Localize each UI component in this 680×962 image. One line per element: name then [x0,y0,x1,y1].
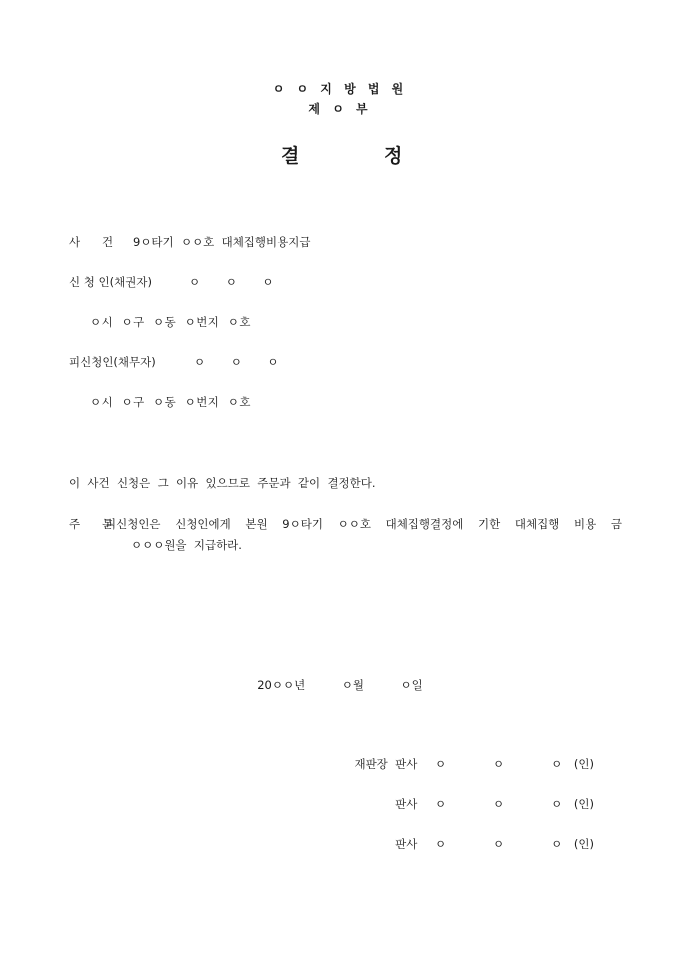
judge-role: 판사 [395,837,418,851]
order-text-line1: 피신청인은 신청인에게 본원 9ㅇ타기 ㅇㅇ호 대체집행결정에 기한 대체집행 비용 금 [105,517,622,531]
judge-seal: (인) [573,837,594,851]
order-text-line2: ㅇㅇㅇ원을 지급하라. [131,538,242,552]
judge-name: ㅇ ㅇ ㅇ [434,797,563,811]
judge-seal: (인) [573,797,594,811]
order-label: 주 문 [69,517,114,531]
case-label: 사 건 [69,235,114,249]
applicant-name: ㅇ ㅇ ㅇ [189,275,274,289]
judge-role: 판사 [395,797,418,811]
document-title-left: 결 [281,145,300,167]
respondent-label: 피신청인(채무자) [69,355,156,369]
judge-name: ㅇ ㅇ ㅇ [434,837,563,851]
judge-row-presiding [354,756,594,772]
case-value: 9ㅇ타기 ㅇㅇ호 대체집행비용지급 [133,235,311,249]
respondent-address: ㅇ시 ㅇ구 ㅇ동 ㅇ번지 ㅇ호 [90,395,251,409]
respondent-name: ㅇ ㅇ ㅇ [194,355,279,369]
court-name: ㅇ ㅇ 지 방 법 원 [272,82,408,96]
judge-seal: (인) [573,757,594,771]
judge-row-associate-2 [395,836,594,852]
judge-name: ㅇ ㅇ ㅇ [434,757,563,771]
judge-row-associate-1 [395,796,594,812]
document-title-right: 정 [384,145,403,167]
applicant-label: 신 청 인(채권자) [69,275,152,289]
judge-role: 재판장 판사 [354,757,418,771]
decision-date: 20ㅇㅇ년 ㅇ월 ㅇ일 [257,678,423,692]
decision-statement: 이 사건 신청은 그 이유 있으므로 주문과 같이 결정한다. [69,476,376,490]
division-name: 제 ㅇ 부 [308,102,372,116]
applicant-address: ㅇ시 ㅇ구 ㅇ동 ㅇ번지 ㅇ호 [90,315,251,329]
